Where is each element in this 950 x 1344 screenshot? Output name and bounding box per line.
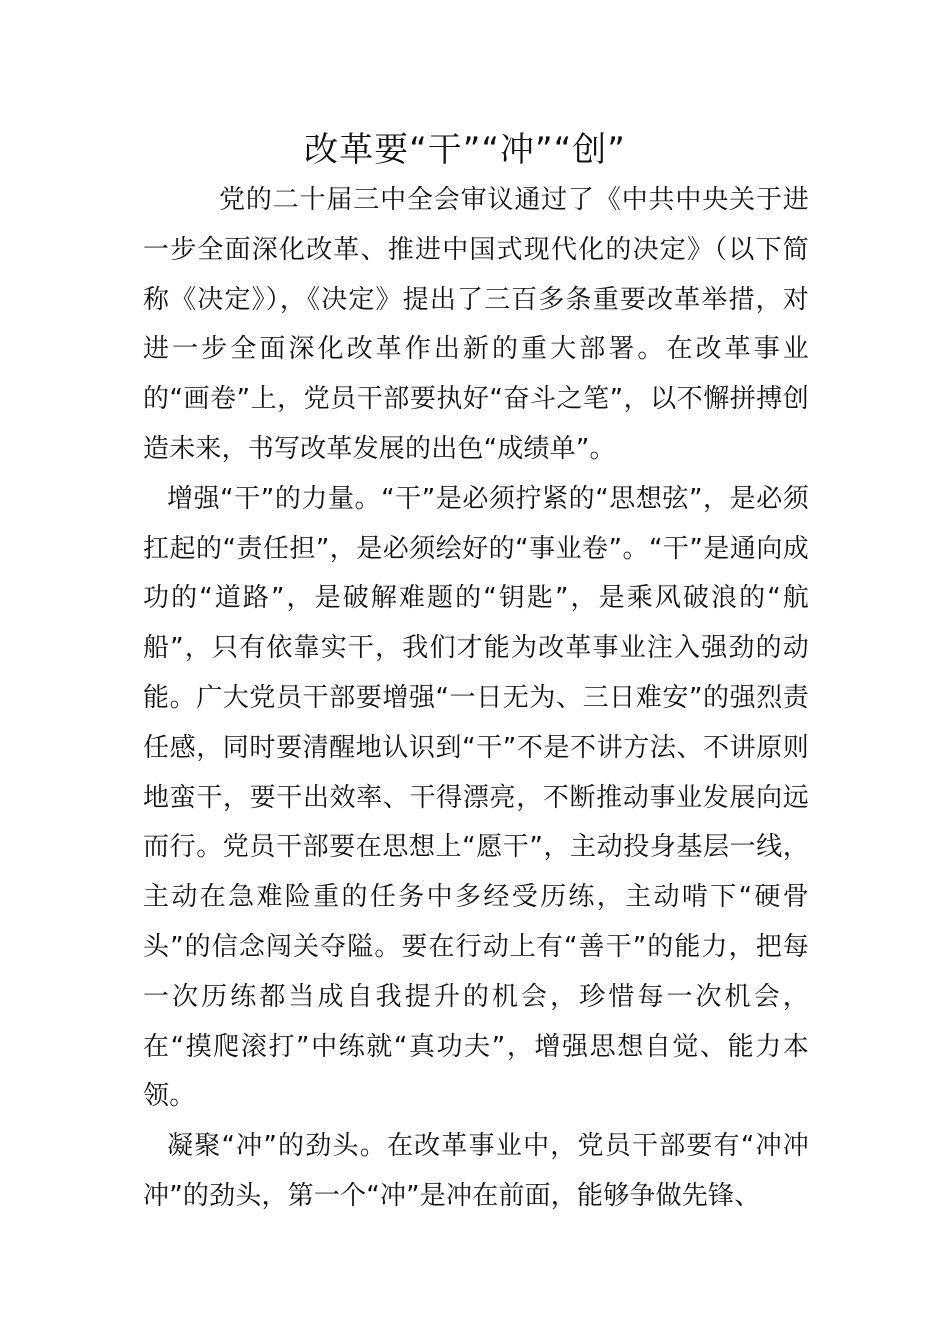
document-title: 改革要“干”“冲”“创” — [304, 130, 626, 170]
document-body — [143, 176, 809, 1222]
paragraph-gan: 增强“干”的力量。“干”是必须拧紧的“思想弦”，是必须扛起的“责任担”，是必须绘好的“事业卷”。“干”是通向成功的“道路”，是破解难题的“钥匙”，是乘风破浪的“航船”，只有依靠实干，我们才能为改革事业注入强劲的动能。广大党员干部要增强“一日无为、三日难安”的强烈责任感，同时要清醒地认识到“干”不是不讲方法、不讲原则地蛮干，要干出效率、干得漂亮，不断推动事业发展向远而行。党员干部要在思想上“愿干”，主动投身基层一线，主动在急难险重的任务中多经受历练，主动啃下“硬骨头”的信念闯关夺隘。要在行动上有“善干”的能力，把每一次历练都当成自我提升的机会，珍惜每一次机会，在“摸爬滚打”中练就“真功夫”，增强思想自觉、能力本领。 — [143, 483, 809, 1112]
paragraph-chong: 凝聚“冲”的劲头。在改革事业中，党员干部要有“冲冲冲”的劲头，第一个“冲”是冲在前面，能够争做先锋、 — [143, 1131, 809, 1211]
paragraph-intro: 党的二十届三中全会审议通过了《中共中央关于进一步全面深化改革、推进中国式现代化的决定》（以下简称《决定》），《决定》提出了三百多条重要改革举措，对进一步全面深化改革作出新的重大部署。在改革事业的“画卷”上，党员干部要执好“奋斗之笔”，以不懈拼搏创造未来，书写改革发展的出色“成绩单”。 — [143, 185, 809, 464]
